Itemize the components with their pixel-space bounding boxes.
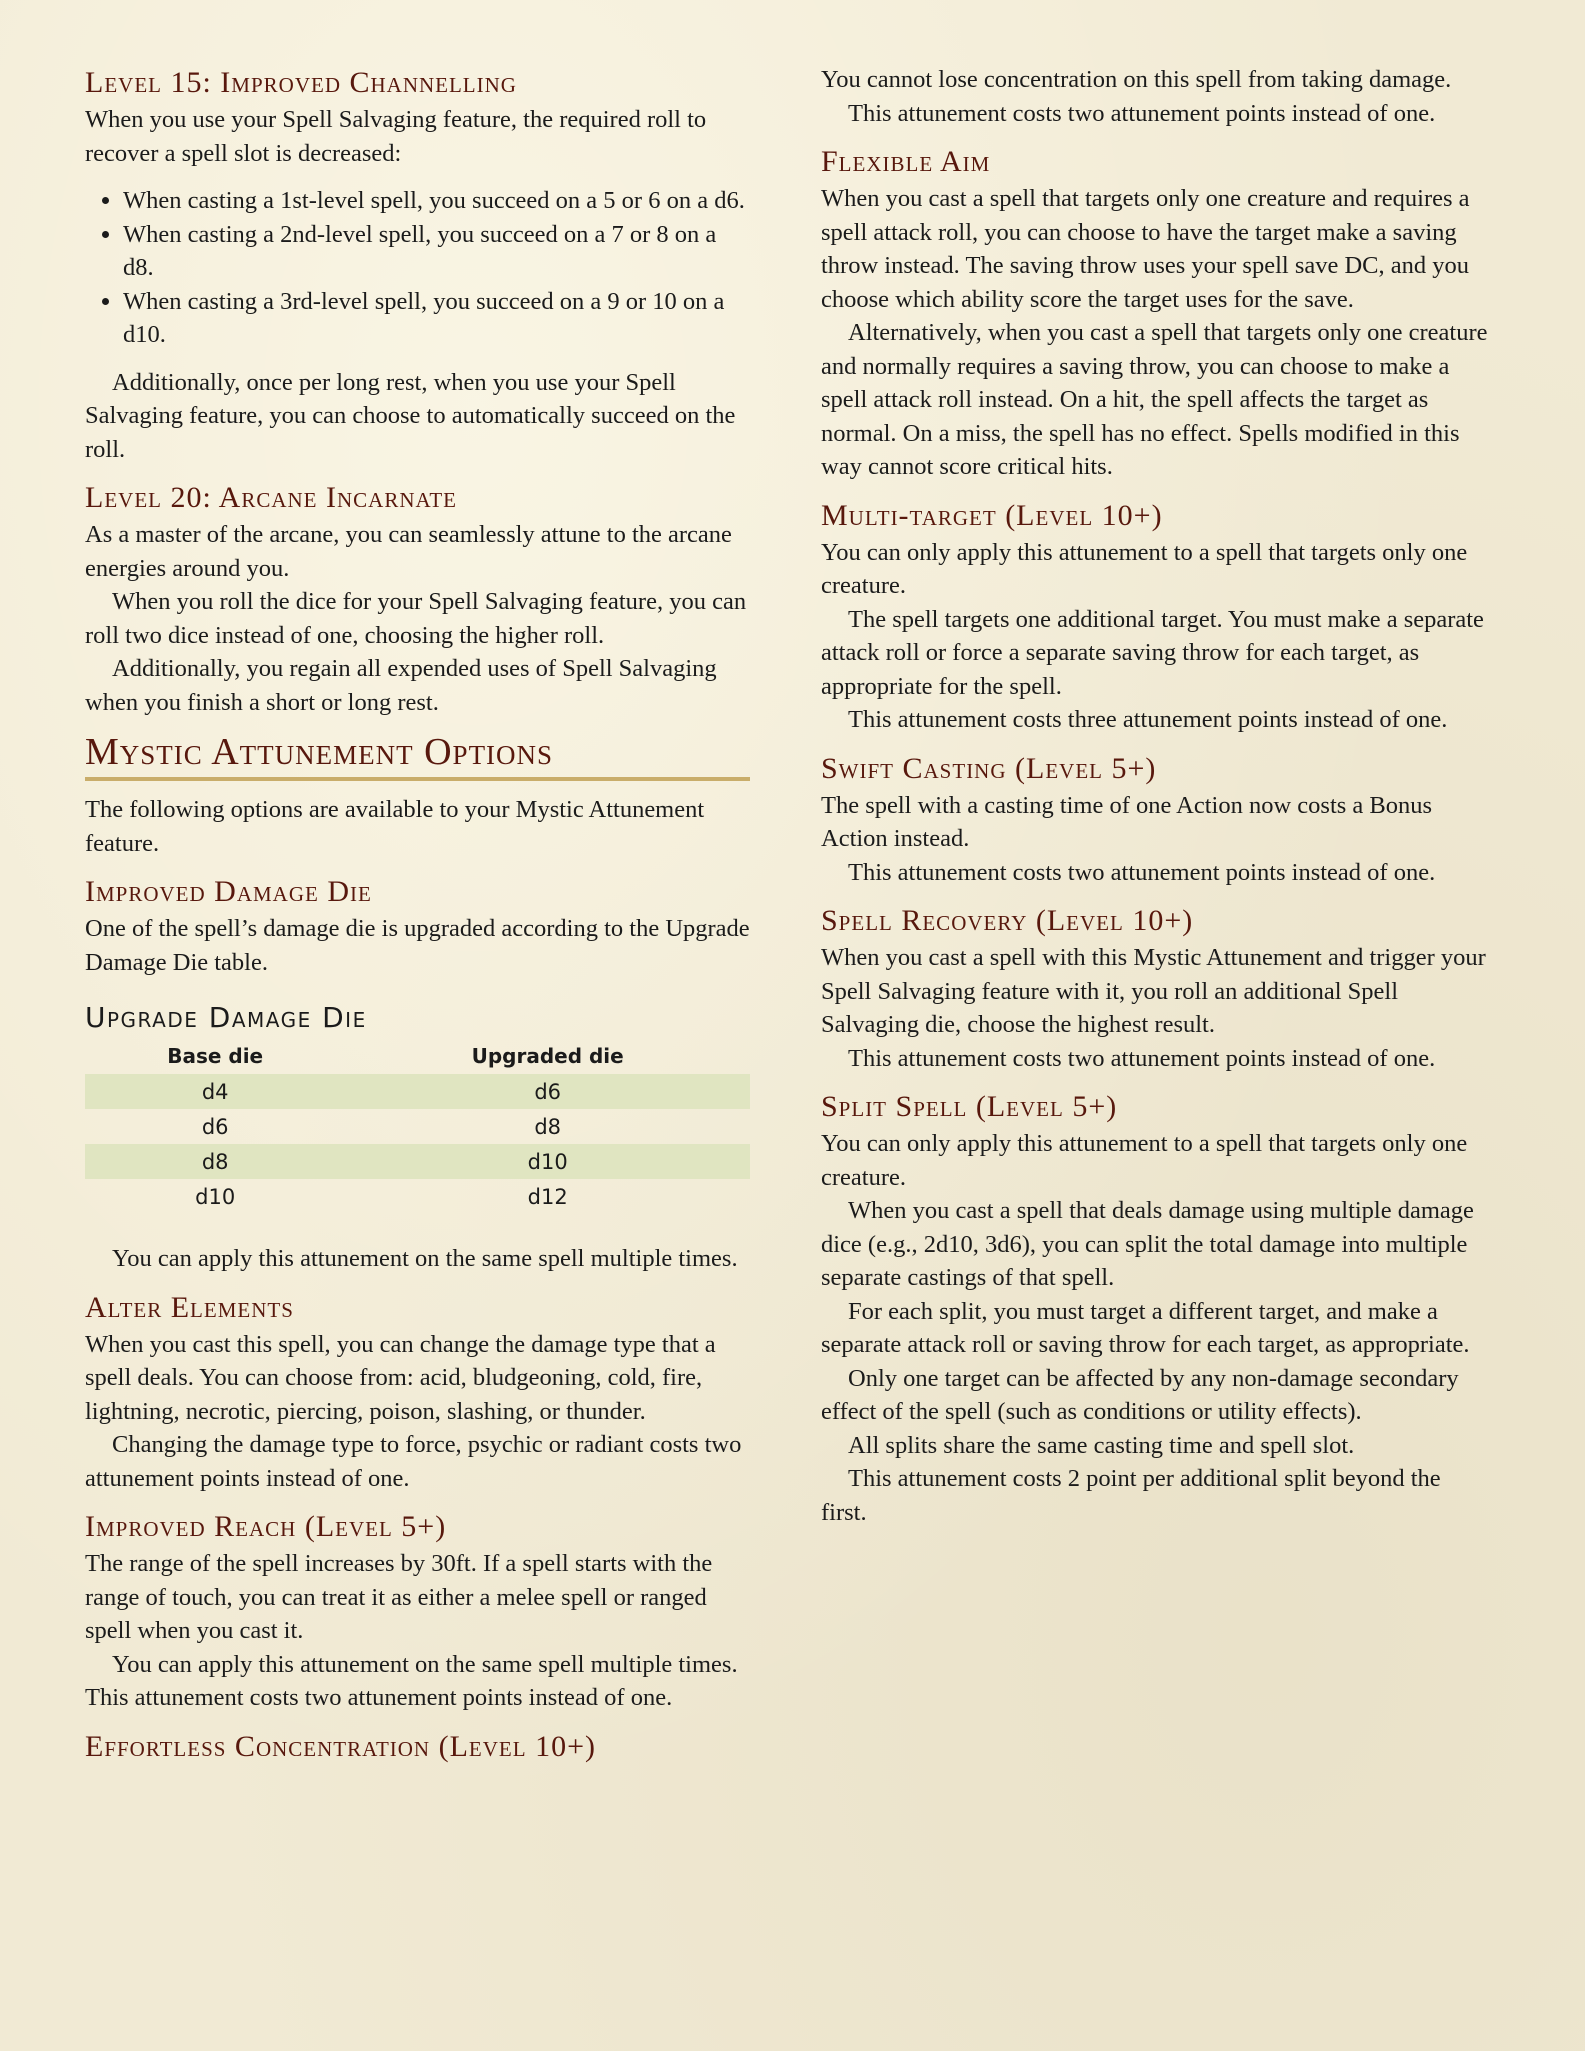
split-spell-paragraph: Only one target can be affected by any non-damage secondary effect of the spell (such as conditions or utility effects). [821, 1364, 1459, 1425]
table-row [85, 1144, 750, 1179]
spell-recovery-heading: Spell Recovery (Level 10+) [821, 904, 1194, 937]
alter-elements-paragraph: Changing the damage type to force, psychic or radiant costs two attunement points instead of one. [85, 1431, 742, 1492]
upgrade-damage-table [85, 1038, 750, 1214]
level15-intro: When you use your Spell Salvaging feature, the required roll to recover a spell slot is decreased: [85, 106, 707, 167]
table-cell: d12 [527, 1184, 568, 1209]
swift-casting-heading: Swift Casting (Level 5+) [821, 751, 1157, 785]
flexible-aim-paragraph: When you cast a spell that targets only one creature and requires a spell attack roll, you can choose to have the target make a saving throw instead. The saving throw uses your spell save DC, and you choose which ability score the target uses for the save. [821, 185, 1470, 313]
level15-bullet-list [85, 184, 750, 352]
list-item: • When casting a 1st-level spell, you succeed on a 5 or 6 on a d6. [123, 184, 750, 218]
spell-recovery-paragraph: When you cast a spell with this Mystic Attunement and trigger your Spell Salvaging feature with it, you roll an additional Spell Salvaging die, choose the highest result. [821, 944, 1486, 1038]
flexible-aim-heading: Flexible Aim [821, 145, 991, 178]
table-cell: d8 [85, 1144, 345, 1179]
effortless-paragraph: You cannot lose concentration on this spell from taking damage. [821, 66, 1452, 93]
effortless-concentration-heading: Effortless Concentration (Level 10+) [85, 1729, 596, 1763]
table-row [85, 1074, 750, 1109]
flexible-aim-paragraph: Alternatively, when you cast a spell that targets only one creature and normally requires a saving throw, you can choose to make a spell attack roll instead. On a hit, the spell affects the target as normal. On a miss, the spell has no effect. Spells modified in this way cannot score critical hits. [821, 319, 1488, 480]
section-heading: Mystic Attunement Options [85, 729, 750, 781]
split-spell-paragraph: When you cast a spell that deals damage using multiple damage dice (e.g., 2d10, 3d6), you can split the total damage into multiple separate castings of that spell. [821, 1197, 1474, 1291]
effortless-paragraph: This attunement costs two attunement points instead of one. [848, 99, 1436, 127]
table-header: Base die [167, 1044, 264, 1068]
improved-damage-paragraph: One of the spell’s damage die is upgraded according to the Upgrade Damage Die table. [85, 915, 750, 976]
multi-target-paragraph: The spell targets one additional target. You must make a separate attack roll or force a separate saving throw for each target, as appropriate for the spell. [821, 605, 1484, 700]
list-item: • When casting a 3rd-level spell, you succeed on a 9 or 10 on a d10. [123, 285, 750, 352]
table-cell: d6 [345, 1074, 750, 1109]
split-spell-paragraph: For each split, you must target a different target, and make a separate attack roll or saving throw for each target, as appropriate. [821, 1297, 1470, 1358]
left-column [85, 63, 750, 1767]
level20-paragraph: When you roll the dice for your Spell Salvaging feature, you can roll two dice instead of one, choosing the higher roll. [85, 588, 747, 649]
swift-casting-paragraph: The spell with a casting time of one Action now costs a Bonus Action instead. [821, 791, 1433, 852]
improved-reach-heading: Improved Reach (Level 5+) [85, 1510, 447, 1543]
level20-paragraph: As a master of the arcane, you can seamlessly attune to the arcane energies around you. [85, 521, 732, 582]
table-cell: d10 [195, 1184, 236, 1209]
swift-casting-paragraph: This attunement costs two attunement points instead of one. [848, 858, 1436, 886]
level15-heading: Level 15: Improved Channelling [85, 66, 517, 99]
section-intro: The following options are available to your Mystic Attunement feature. [85, 796, 705, 857]
improved-damage-heading: Improved Damage Die [85, 875, 372, 908]
table-cell: d10 [345, 1144, 750, 1179]
improved-reach-paragraph: The range of the spell increases by 30ft. If a spell starts with the range of touch, you can treat it as either a melee spell or ranged spell when you cast it. [85, 1550, 713, 1644]
alter-elements-paragraph: When you cast this spell, you can change the damage type that a spell deals. You can choose from: acid, bludgeoning, cold, fire, lightning, necrotic, piercing, poison, slashing, or thunder. [85, 1330, 716, 1425]
improved-reach-paragraph: You can apply this attunement on the same spell multiple times. This attunement costs two attunement points instead of one. [85, 1650, 738, 1711]
table-header: Upgraded die [471, 1044, 624, 1068]
table-cell: d8 [534, 1114, 562, 1139]
table-cell: d4 [85, 1074, 345, 1109]
split-spell-paragraph: This attunement costs 2 point per additional split beyond the first. [821, 1465, 1441, 1526]
table-cell: d6 [201, 1114, 229, 1139]
spell-recovery-paragraph: This attunement costs two attunement points instead of one. [848, 1044, 1436, 1072]
multi-target-paragraph: This attunement costs three attunement points instead of one. [848, 706, 1448, 733]
improved-damage-paragraph: You can apply this attunement on the same spell multiple times. [112, 1245, 738, 1272]
split-spell-paragraph: All splits share the same casting time and spell slot. [848, 1431, 1355, 1459]
level15-additional: Additionally, once per long rest, when you use your Spell Salvaging feature, you can choose to automatically succeed on the roll. [85, 368, 736, 463]
split-spell-heading: Split Spell (Level 5+) [821, 1090, 1118, 1123]
level20-paragraph: Additionally, you regain all expended uses of Spell Salvaging when you finish a short or long rest. [85, 655, 717, 716]
table-row [85, 1179, 750, 1214]
multi-target-heading: Multi-target (Level 10+) [821, 498, 1163, 532]
list-item: • When casting a 2nd-level spell, you succeed on a 7 or 8 on a d8. [123, 218, 750, 285]
multi-target-paragraph: You can only apply this attunement to a spell that targets only one creature. [821, 538, 1468, 599]
table-title: Upgrade Damage Die [85, 1001, 367, 1034]
alter-elements-heading: Alter Elements [85, 1290, 294, 1324]
right-column [821, 63, 1491, 1529]
split-spell-paragraph: You can only apply this attunement to a spell that targets only one creature. [821, 1130, 1468, 1191]
table-row [85, 1109, 750, 1144]
level20-heading: Level 20: Arcane Incarnate [85, 481, 457, 514]
